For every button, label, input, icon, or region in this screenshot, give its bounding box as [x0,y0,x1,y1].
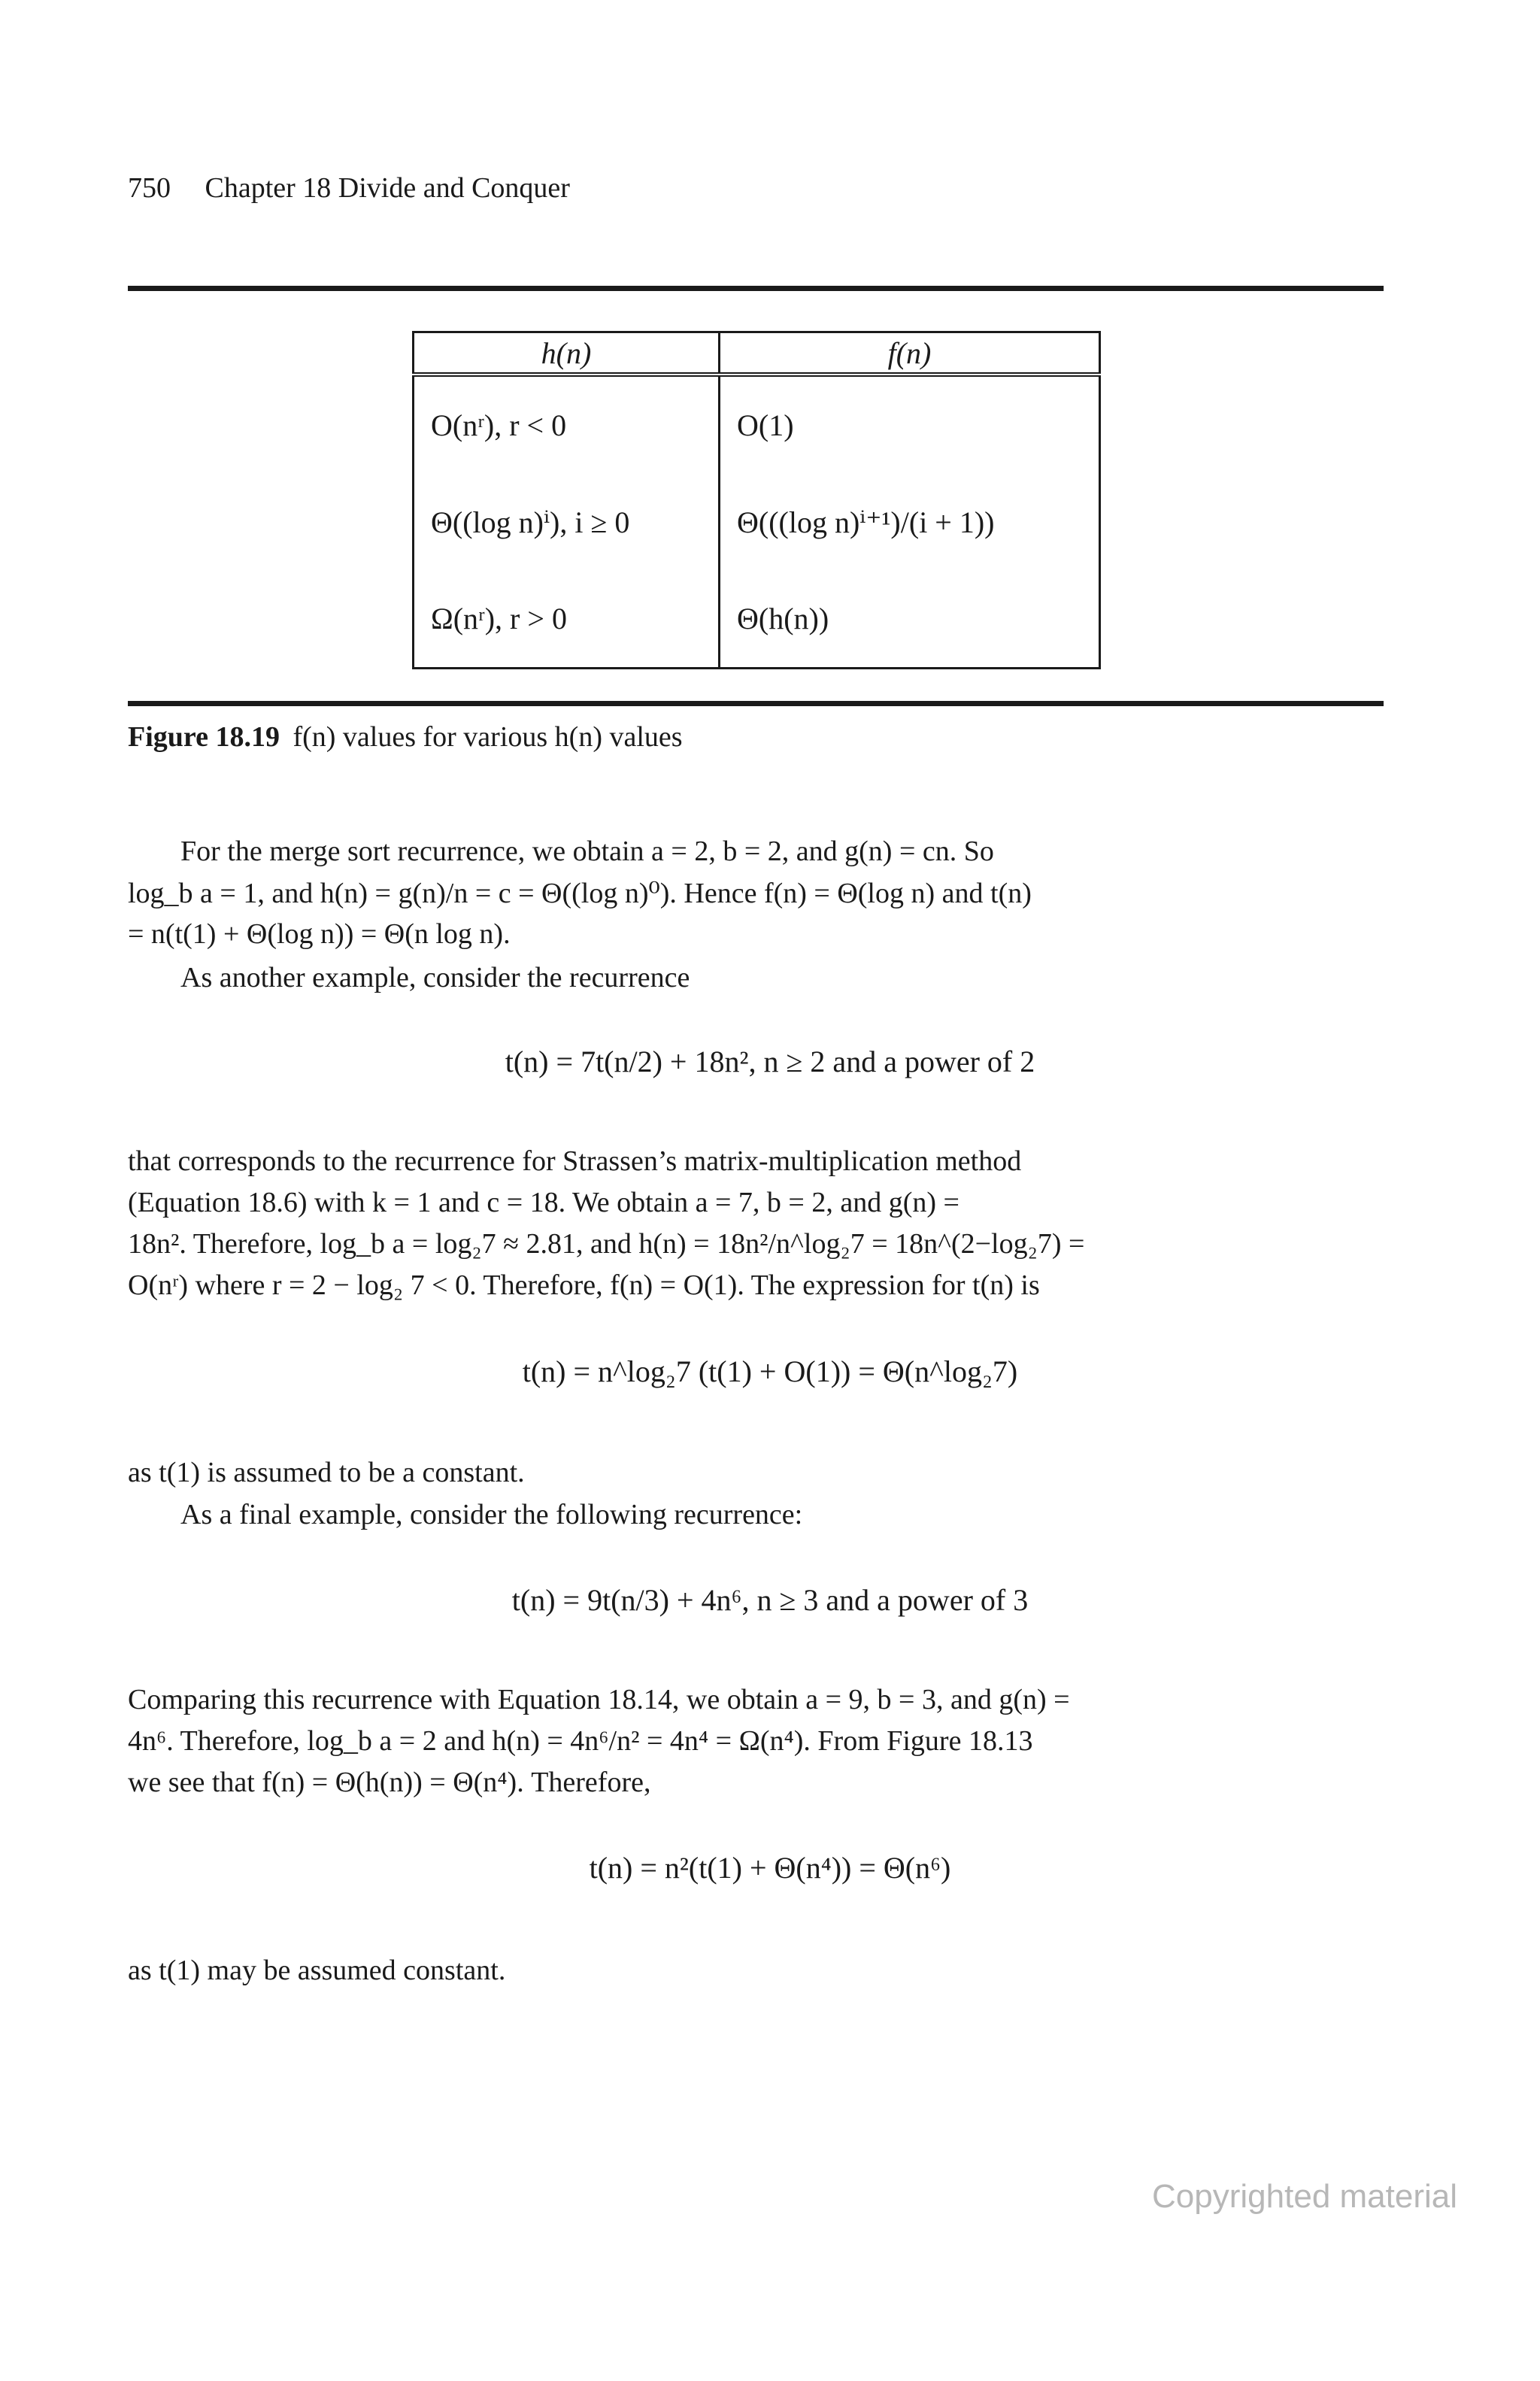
paragraph-line: Comparing this recurrence with Equation 18.14, we obtain a = 9, b = 3, and g(n) = [128,1684,1070,1715]
equation: t(n) = n^log₂7 (t(1) + O(1)) = Θ(n^log₂7) [522,1354,1018,1388]
table-row [414,474,1100,570]
figure-bottom-rule [128,701,1384,706]
column-header-h: h(n) [414,332,720,375]
equation: t(n) = 7t(n/2) + 18n², n ≥ 2 and a power of 2 [505,1045,1035,1078]
figure-top-rule [128,286,1384,291]
paragraph-line: 4n⁶. Therefore, log_b a = 2 and h(n) = 4n⁶/n² = 4n⁴ = Ω(n⁴). From Figure 18.13 [128,1725,1033,1757]
chapter-title: Chapter 18 Divide and Conquer [205,172,570,204]
paragraph-line: we see that f(n) = Θ(h(n)) = Θ(n⁴). Therefore, [128,1767,651,1798]
table-cell: O(1) [720,375,1100,474]
copyright-watermark: Copyrighted material [1152,2178,1457,2215]
table-cell: O(nʳ), r < 0 [414,375,720,474]
figure-caption [128,720,683,754]
paragraph-line: O(nʳ) where r = 2 − log₂ 7 < 0. Therefore, f(n) = O(1). The expression for t(n) is [128,1269,1040,1301]
table-cell: Θ(h(n)) [720,570,1100,668]
caption-text: f(n) values for various h(n) values [293,721,683,753]
paragraph: As a final example, consider the following recurrence: [180,1499,803,1530]
table-row [414,375,1100,474]
figure-table [412,331,1101,669]
paragraph-line: log_b a = 1, and h(n) = g(n)/n = c = Θ((log n)⁰). Hence f(n) = Θ(log n) and t(n) [128,878,1032,909]
page-number: 750 [128,172,171,204]
paragraph-line: (Equation 18.6) with k = 1 and c = 18. We obtain a = 7, b = 2, and g(n) = [128,1187,959,1218]
caption-label: Figure 18.19 [128,721,280,753]
table-row [414,570,1100,668]
paragraph: As another example, consider the recurrence [180,962,690,993]
equation: t(n) = n²(t(1) + Θ(n⁴)) = Θ(n⁶) [589,1851,951,1885]
table-cell: Θ(((log n)ⁱ⁺¹)/(i + 1)) [720,474,1100,570]
paragraph-line: For the merge sort recurrence, we obtain a = 2, b = 2, and g(n) = cn. So [180,836,994,867]
paragraph: as t(1) may be assumed constant. [128,1955,506,1986]
running-header [128,171,570,205]
table-header-row [414,332,1100,375]
paragraph-line: that corresponds to the recurrence for Strassen’s matrix-multiplication method [128,1145,1022,1177]
table-cell: Θ((log n)ⁱ), i ≥ 0 [414,474,720,570]
paragraph-line: 18n². Therefore, log_b a = log₂7 ≈ 2.81, and h(n) = 18n²/n^log₂7 = 18n^(2−log₂7) = [128,1228,1085,1260]
column-header-f: f(n) [720,332,1100,375]
paragraph-line: = n(t(1) + Θ(log n)) = Θ(n log n). [128,918,511,950]
equation: t(n) = 9t(n/3) + 4n⁶, n ≥ 3 and a power of 3 [511,1583,1029,1617]
table-cell: Ω(nʳ), r > 0 [414,570,720,668]
paragraph: as t(1) is assumed to be a constant. [128,1457,525,1488]
